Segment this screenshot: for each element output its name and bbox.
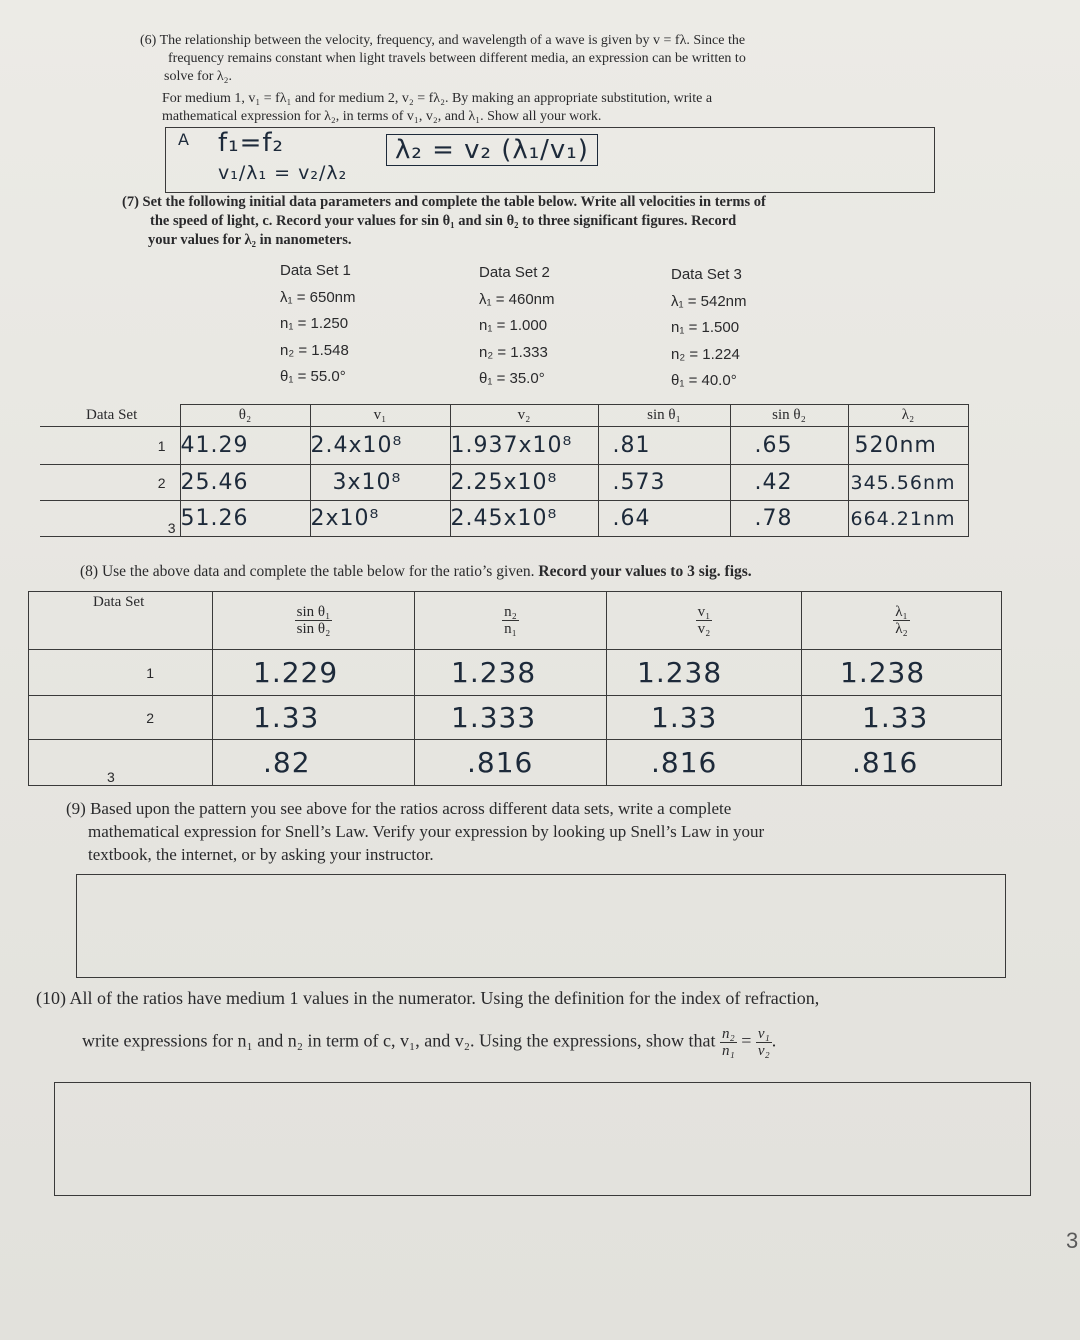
q6-line-1: (6) The relationship between the velocity, frequency, and wavelength of a wave is given by v = fλ. Since the [140, 33, 746, 48]
data-set-2-title: Data Set 2 [479, 264, 550, 281]
q8-row-1-n-ratio[interactable]: 1.238 [415, 650, 607, 696]
q6-line-5: mathematical expression for λ₂, in terms of v₁, v₂, and λ₁. Show all your work. [162, 109, 602, 124]
q9-answer-box[interactable] [76, 874, 1006, 978]
data-set-1-n2: n₂ = 1.548 [280, 341, 349, 359]
question-10 [36, 986, 1066, 1010]
data-set-1-title: Data Set 1 [280, 262, 351, 279]
q7-row-2-set: 2 [40, 465, 180, 501]
q8-header-v-ratio [607, 592, 802, 650]
data-set-3-theta1: θ₁ = 40.0° [671, 372, 737, 389]
q8-row-2-sin-ratio[interactable]: 1.33 [213, 696, 415, 740]
q8-row-2-set: 2 [29, 696, 213, 740]
data-set-2-n2: n₂ = 1.333 [479, 343, 548, 361]
q7-row-2-v2[interactable]: 2.25x10⁸ [450, 465, 598, 501]
data-set-3-n2: n₂ = 1.224 [671, 345, 740, 363]
q10-frac2-den: v₂ [757, 1043, 770, 1059]
q8-row-3-sin-ratio[interactable]: .82 [213, 740, 415, 786]
q7-row-2-theta2[interactable]: 25.46 [180, 465, 310, 501]
q8-row-3 [29, 740, 1002, 786]
q6-answer-box[interactable] [165, 127, 935, 193]
q8-row-2 [29, 696, 1002, 740]
data-set-1-n1: n₁ = 1.250 [280, 315, 349, 332]
q7-header-theta2: θ₂ [180, 405, 310, 427]
q8-row-2-lambda-ratio[interactable]: 1.33 [802, 696, 1002, 740]
q7-header-sin-theta1: sin θ₁ [598, 405, 730, 427]
q7-row-1-lambda2[interactable]: 520nm [848, 427, 968, 465]
data-set-1-theta1: θ₁ = 55.0° [280, 368, 346, 385]
q8-header-lambda-ratio [802, 592, 1002, 650]
question-6 [140, 32, 940, 126]
data-set-1-lambda1: λ₁ = 650nm [280, 288, 356, 306]
q10-line-2-wrap [82, 1026, 1002, 1059]
question-9 [66, 797, 986, 866]
q8-row-1-lambda-ratio[interactable]: 1.238 [802, 650, 1002, 696]
q7-line-3: your values for λ₂ in nanometers. [148, 232, 352, 248]
q7-row-1 [40, 427, 968, 465]
q6-answer-mark: A [178, 130, 190, 149]
q6-line-3: solve for λ₂. [164, 69, 233, 84]
data-set-2-lambda1: λ₁ = 460nm [479, 290, 555, 308]
q8-line-1: (8) Use the above data and complete the table below for the ratio’s given. [80, 563, 535, 580]
q8-header-sin-ratio [213, 592, 415, 650]
q8-row-2-v-ratio[interactable]: 1.33 [607, 696, 802, 740]
q8-row-3-v-ratio[interactable]: .816 [607, 740, 802, 786]
q7-row-1-v1[interactable]: 2.4x10⁸ [310, 427, 450, 465]
q8-header-n-den: n₁ [504, 621, 517, 637]
data-set-3-n1: n₁ = 1.500 [671, 319, 740, 336]
q7-row-1-sin-theta2[interactable]: .65 [730, 427, 848, 465]
q7-row-2-v1[interactable]: 3x10⁸ [310, 465, 450, 501]
q7-row-1-theta2[interactable]: 41.29 [180, 427, 310, 465]
data-set-3-title: Data Set 3 [671, 266, 742, 283]
question-8 [80, 562, 1010, 581]
q10-frac2-num: v₁ [757, 1026, 770, 1042]
q8-ratio-table [28, 591, 1002, 786]
q8-line-1-bold: Record your values to 3 sig. figs. [538, 563, 752, 580]
q7-row-2-lambda2[interactable]: 345.56nm [848, 465, 968, 501]
q8-row-1 [29, 650, 1002, 696]
edge-page-mark: 3 [1066, 1228, 1079, 1253]
q10-frac1-den: n₁ [722, 1043, 735, 1059]
q9-line-3: textbook, the internet, or by asking your instructor. [88, 845, 434, 864]
q9-line-1: (9) Based upon the pattern you see above for the ratios across different data sets, write a complete [66, 799, 732, 818]
q6-line-2: frequency remains constant when light travels between different media, an expression can be written to [168, 51, 746, 66]
q7-row-3-set: 3 [40, 501, 180, 537]
q7-row-3-v2[interactable]: 2.45x10⁸ [450, 501, 598, 537]
question-7 [122, 193, 922, 250]
q8-row-3-lambda-ratio[interactable]: .816 [802, 740, 1002, 786]
data-set-2-params [479, 260, 555, 393]
q7-row-2-sin-theta2[interactable]: .42 [730, 465, 848, 501]
q10-frac1-num: n₂ [722, 1026, 735, 1042]
q7-header-v2: v₂ [450, 405, 598, 427]
q10-period: . [771, 1030, 777, 1051]
q9-line-2: mathematical expression for Snell’s Law. Verify your expression by looking up Snell’s Law in your [88, 822, 765, 841]
q7-header-sin-theta2: sin θ₂ [730, 405, 848, 427]
q7-header-lambda2: λ₂ [848, 405, 968, 427]
q7-results-table [40, 404, 969, 537]
q10-equals: = [741, 1030, 752, 1051]
q8-row-2-n-ratio[interactable]: 1.333 [415, 696, 607, 740]
data-set-2-n1: n₁ = 1.000 [479, 317, 548, 334]
q7-line-1: (7) Set the following initial data parameters and complete the table below. Write all velocities in terms of [122, 194, 766, 210]
q10-fraction-n [720, 1026, 737, 1059]
q8-header-sin-den: sin θ₂ [296, 621, 331, 637]
q7-row-3-lambda2[interactable]: 664.21nm [848, 501, 968, 537]
q8-header-n-ratio [415, 592, 607, 650]
q10-line-1: (10) All of the ratios have medium 1 values in the numerator. Using the definition for the index of refraction, [36, 988, 820, 1008]
q7-row-3-v1[interactable]: 2x10⁸ [310, 501, 450, 537]
q8-row-3-set: 3 [29, 740, 213, 786]
data-set-1-params [280, 258, 356, 391]
q6-answer-boxed: λ₂ = v₂ (λ₁/v₁) [386, 134, 598, 166]
data-set-3-params [671, 262, 747, 395]
q7-row-3 [40, 501, 968, 537]
q8-row-3-n-ratio[interactable]: .816 [415, 740, 607, 786]
q7-row-3-theta2[interactable]: 51.26 [180, 501, 310, 537]
q7-header-row [40, 405, 968, 427]
q7-row-1-sin-theta1[interactable]: .81 [598, 427, 730, 465]
q8-row-1-v-ratio[interactable]: 1.238 [607, 650, 802, 696]
q7-row-2-sin-theta1[interactable]: .573 [598, 465, 730, 501]
q8-header-v-den: v₂ [697, 621, 711, 637]
q7-header-data-set: Data Set [40, 405, 180, 427]
q8-row-1-sin-ratio[interactable]: 1.229 [213, 650, 415, 696]
q8-header-lambda-num: λ₁ [895, 604, 908, 620]
q7-row-1-set: 1 [40, 427, 180, 465]
data-set-2-theta1: θ₁ = 35.0° [479, 370, 545, 387]
q6-answer-line-b: v₁/λ₁ = v₂/λ₂ [218, 162, 348, 184]
q8-header-row [29, 592, 1002, 650]
q8-header-data-set: Data Set [29, 592, 213, 650]
q7-row-1-v2[interactable]: 1.937x10⁸ [450, 427, 598, 465]
q10-line-2: write expressions for n₁ and n₂ in term of c, v₁, and v₂. Using the expressions, show that [82, 1030, 716, 1051]
q7-row-3-sin-theta1[interactable]: .64 [598, 501, 730, 537]
q8-header-lambda-den: λ₂ [895, 621, 908, 637]
q8-header-v-num: v₁ [697, 604, 711, 620]
q6-answer-line-a: f₁=f₂ [218, 128, 284, 158]
q8-header-sin-num: sin θ₁ [296, 604, 331, 620]
q7-header-v1: v₁ [310, 405, 450, 427]
q7-line-2: the speed of light, c. Record your values for sin θ₁ and sin θ₂ to three significant figures. Record [150, 213, 737, 229]
q7-row-2 [40, 465, 968, 501]
q8-header-n-num: n₂ [504, 604, 517, 620]
data-set-3-lambda1: λ₁ = 542nm [671, 292, 747, 310]
q7-row-3-sin-theta2[interactable]: .78 [730, 501, 848, 537]
q10-fraction-v [756, 1026, 772, 1059]
q8-row-1-set: 1 [29, 650, 213, 696]
q6-line-4: For medium 1, v₁ = fλ₁ and for medium 2, v₂ = fλ₂. By making an appropriate substitution, write a [162, 91, 713, 106]
q10-answer-box[interactable] [54, 1082, 1031, 1196]
